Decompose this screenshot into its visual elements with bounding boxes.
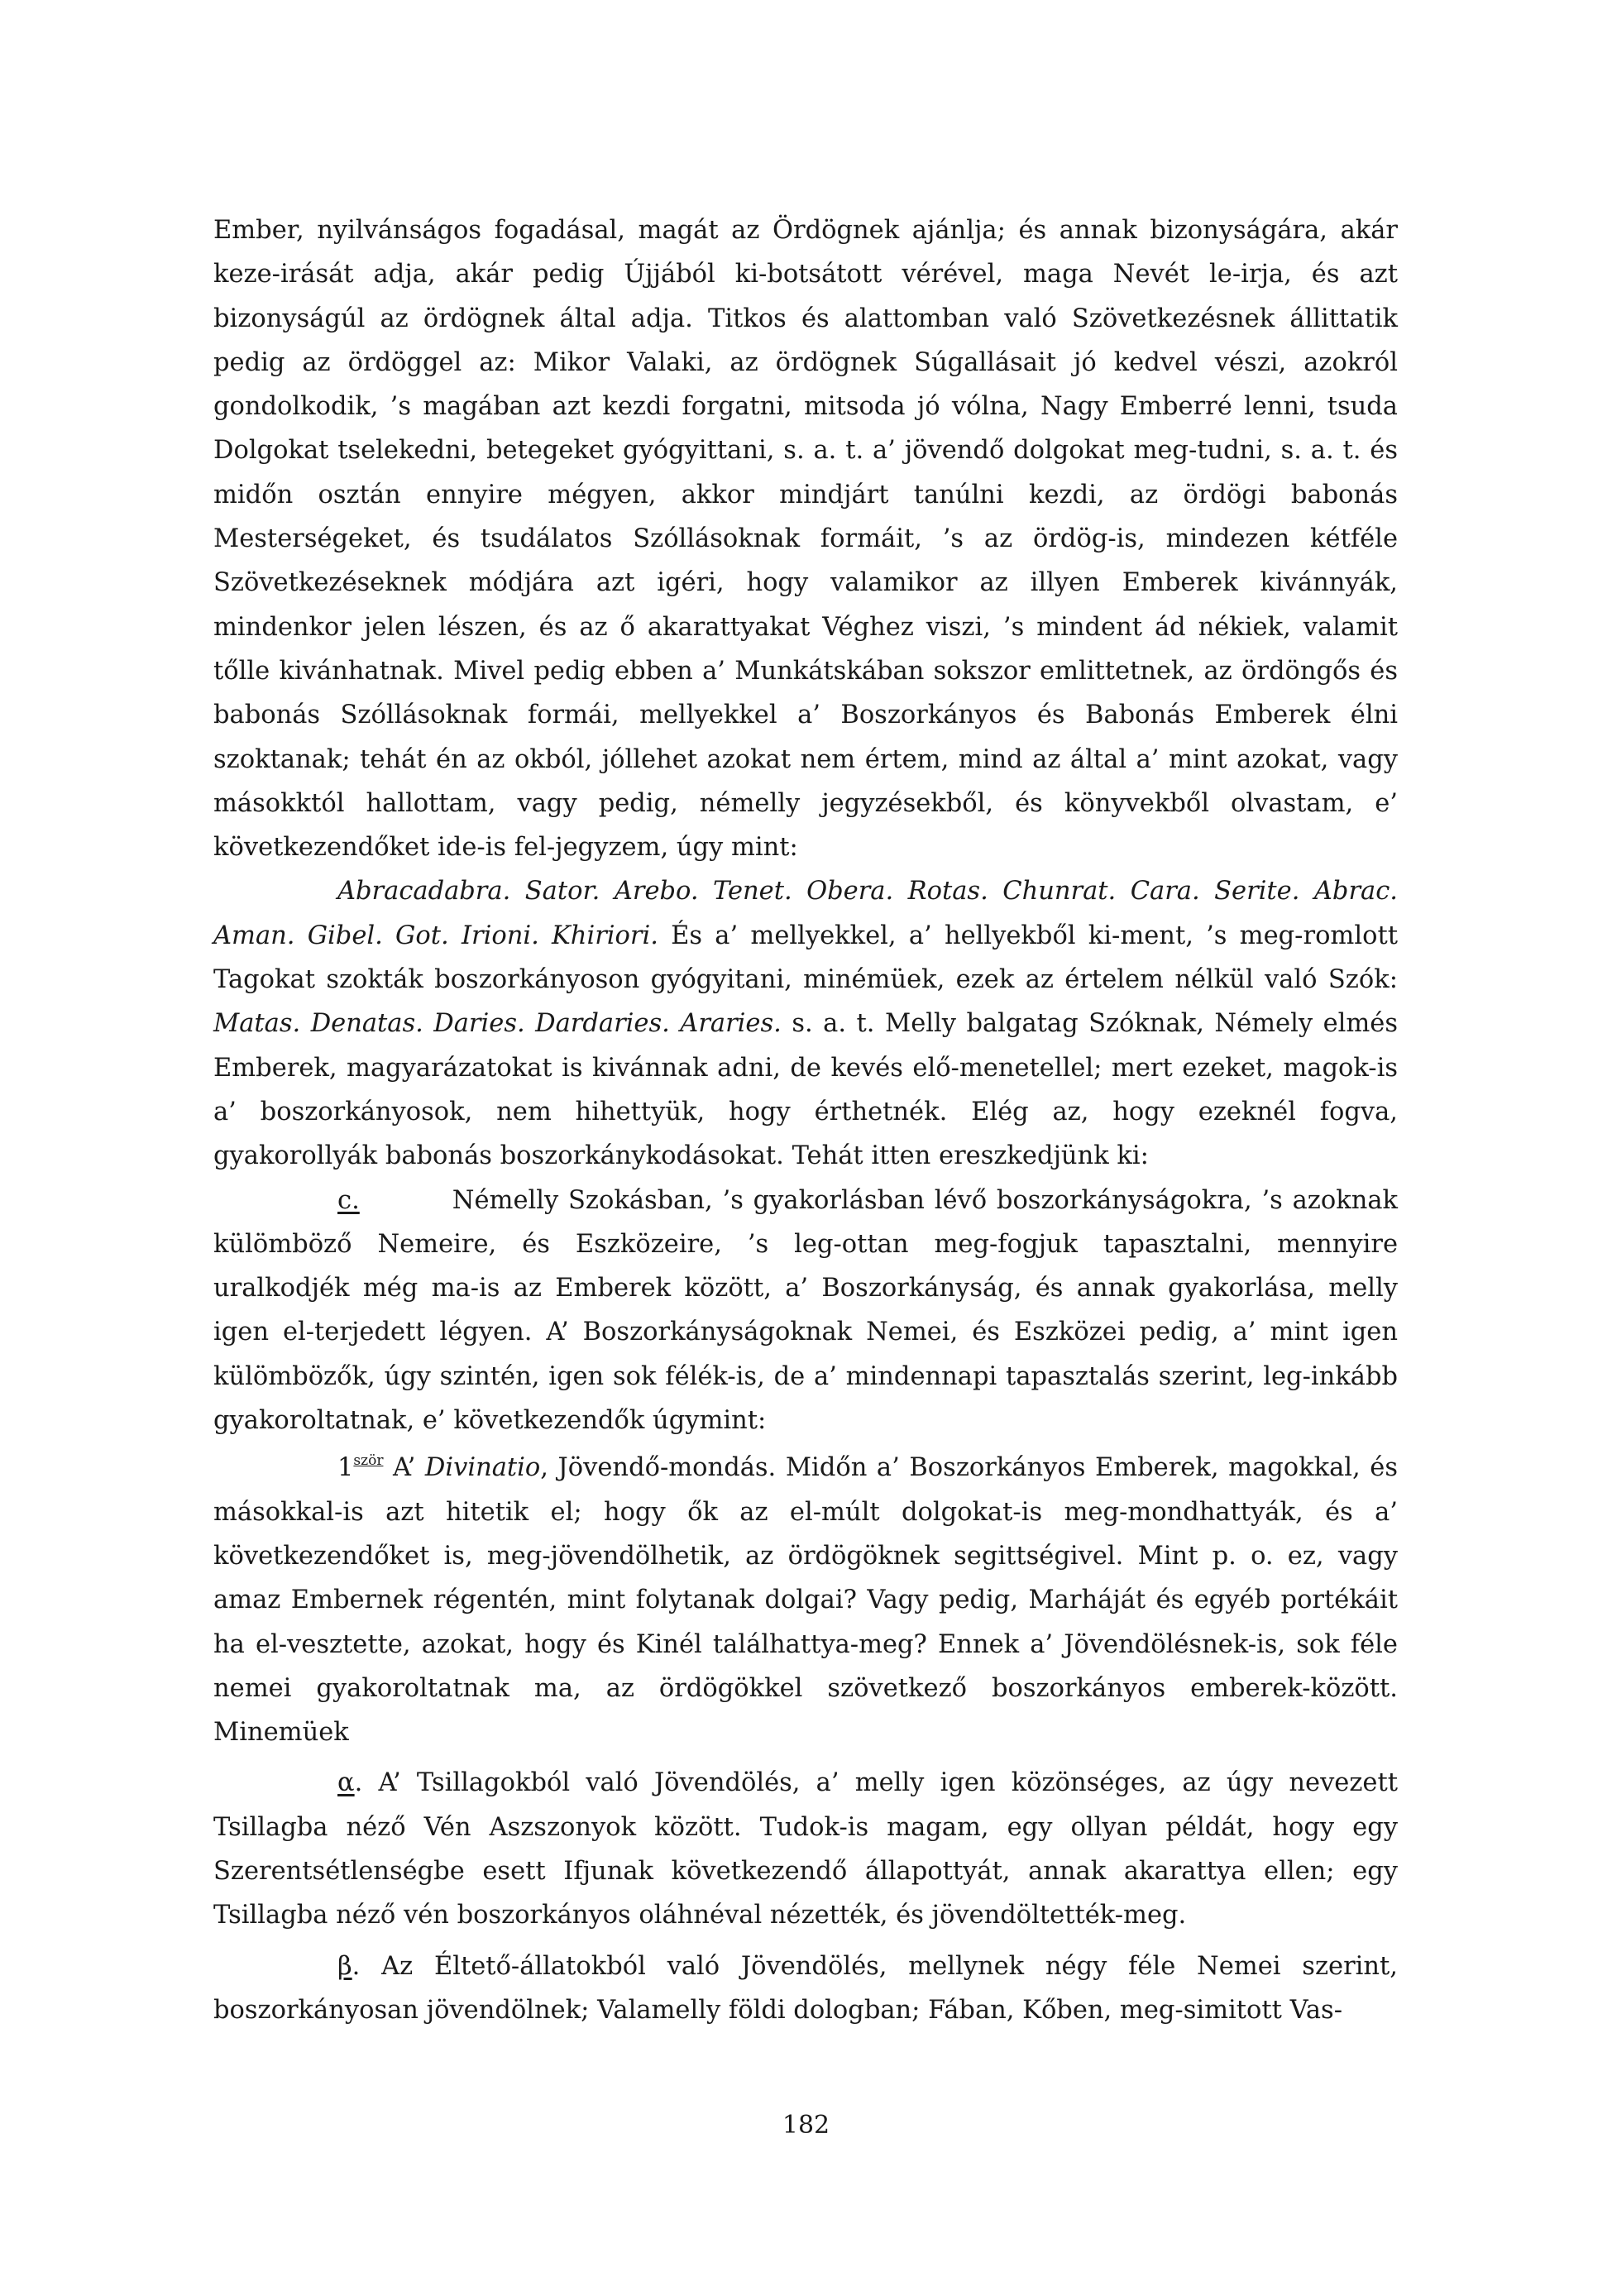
- subsection-marker-beta: β: [337, 1951, 352, 1981]
- paragraph-3: [213, 1179, 1398, 1443]
- paragraph-4: [213, 1446, 1398, 1754]
- paragraph-1: [213, 208, 1398, 869]
- paragraph-6-text: . Az Éltető-állatokból való Jövendölés, mellynek négy féle Nemei szerint, boszorkányosan jövendölnek; Valamelly földi dologban; Fában, Kőben, meg-simitott Vas-: [213, 1951, 1398, 2025]
- item-number-suffix: ször: [353, 1452, 384, 1470]
- paragraph-3-text: Némelly Szokásban, ’s gyakorlásban lévő boszorkányságokra, ’s azoknak külömböző Nemeire, és Eszközeire, ’s leg-ottan meg-fogjuk tapasztalni, mennyire uralkodjék még ma-is az Emberek között, a’ Boszorkányság, és annak gyakorlása, melly igen el-terjedett légyen. A’ Boszorkányságoknak Nemei, és Eszközei pedig, a’ mint igen külömbözők, úgy szintén, igen sok félék-is, de a’ mindennapi tapasztalás szerint, leg-inkább gyakoroltatnak, e’ következendők úgymint:: [213, 1185, 1398, 1436]
- paragraph-4-text: , Jövendő-mondás. Midőn a’ Boszorkányos Emberek, magokkal, és másokkal-is azt hitetik el; hogy ők az el-múlt dolgokat-is meg-mondhattyák, és a’ következendőket is, meg-jövendölhetik, az ördögöknek segittségivel. Mint p. o. ez, vagy amaz Embernek régentén, mint folytanak dolgai? Vagy pedig, Marháját és egyéb portékáit ha el-vesztette, azokat, hogy és Kinél találhattya-meg? Ennek a’ Jövendölésnek-is, sok féle nemei gyakoroltatnak ma, az ördögökkel szövetkező boszorkányos emberek-között. Minemüek: [213, 1453, 1398, 1748]
- paragraph-2-text-b: s. a. t. Melly balgatag Szóknak, Némely elmés Emberek, magyarázatokat is kivánnak adni, de kevés elő-menetellel; mert ezeket, magok-is a’ boszorkányosok, nem hihettyük, hogy érthetnék. Elég az, hogy ezeknél fogva, gyakorollyák babonás boszorkánykodásokat. Tehát itten ereszkedjünk ki:: [213, 1009, 1398, 1171]
- incantation-words-2: Matas. Denatas. Daries. Dardaries. Araries.: [213, 1009, 782, 1039]
- paragraph-2: [213, 869, 1398, 1178]
- paragraph-1-text: Ember, nyilvánságos fogadásal, magát az Ördögnek ajánlja; és annak bizonyságára, akár keze-irását adja, akár pedig Újjából ki-botsátott vérével, maga Nevét le-irja, és azt bizonyságúl az ördögnek által adja. Titkos és alattomban való Szövetkezésnek állittatik pedig az ördöggel az: Mikor Valaki, az ördögnek Súgallásait jó kedvel vészi, azokról gondolkodik, ’s magában azt kezdi forgatni, mitsoda jó vólna, Nagy Emberré lenni, tsuda Dolgokat tselekedni, betegeket gyógyittani, s. a. t. a’ jövendő dolgokat meg-tudni, s. a. t. és midőn osztán ennyire mégyen, akkor mindjárt tanúlni kezdi, az ördögi babonás Mesterségeket, és tsudálatos Szóllásoknak formáit, ’s az ördög-is, mindezen kétféle Szövetkezéseknek módjára azt igéri, hogy valamikor az illyen Emberek kivánnyák, mindenkor jelen lészen, és az ő akarattyakat Véghez viszi, ’s mindent ád nékiek, valamit tőlle kivánhatnak. Mivel pedig ebben a’ Munkátskában sokszor emlittetnek, az ördöngős és babonás Szóllásoknak formái, mellyekkel a’ Boszorkányos és Babonás Emberek élni szoktanak; tehát én az okból, jóllehet azokat nem értem, mind az által a’ mint azokat, vagy másokktól hallottam, vagy pedig, némelly jegyzésekből, és könyvekből olvastam, e’ következendőket ide-is fel-jegyzem, úgy mint:: [213, 216, 1398, 863]
- subsection-marker-alpha: α: [337, 1768, 355, 1798]
- paragraph-5: [213, 1761, 1398, 1937]
- page-number: 182: [782, 2111, 830, 2140]
- paragraph-6: [213, 1944, 1398, 2033]
- incantation-words-1: Abracadabra. Sator. Arebo. Tenet. Obera. Rotas. Chunrat. Cara. Serite. Abrac. Aman. Gibel. Got. Irioni. Khiriori.: [213, 877, 1398, 950]
- item-number: 1: [337, 1453, 354, 1483]
- paragraph-2-text-a: És a’ mellyekkel, a’ hellyekből ki-ment, ’s meg-romlott Tagokat szokták boszorkányoson gyógyitani, minémüek, ezek az értelem nélkül való Szók:: [213, 921, 1398, 995]
- paragraph-4-pre: A’: [383, 1453, 425, 1483]
- paragraph-5-text: . A’ Tsillagokból való Jövendölés, a’ melly igen közönséges, az úgy nevezett Tsillagba néző Vén Aszszonyok között. Tudok-is magam, egy ollyan példát, hogy egy Szerentsétlenségbe esett Ifjunak következendő állapottyát, annak akarattya ellen; egy Tsillagba néző vén boszorkányos oláhnéval nézették, és jövendöltették-meg.: [213, 1768, 1398, 1930]
- divinatio-term: Divinatio: [424, 1453, 541, 1483]
- document-page: [213, 208, 1398, 2032]
- section-marker-c: c.: [337, 1185, 360, 1215]
